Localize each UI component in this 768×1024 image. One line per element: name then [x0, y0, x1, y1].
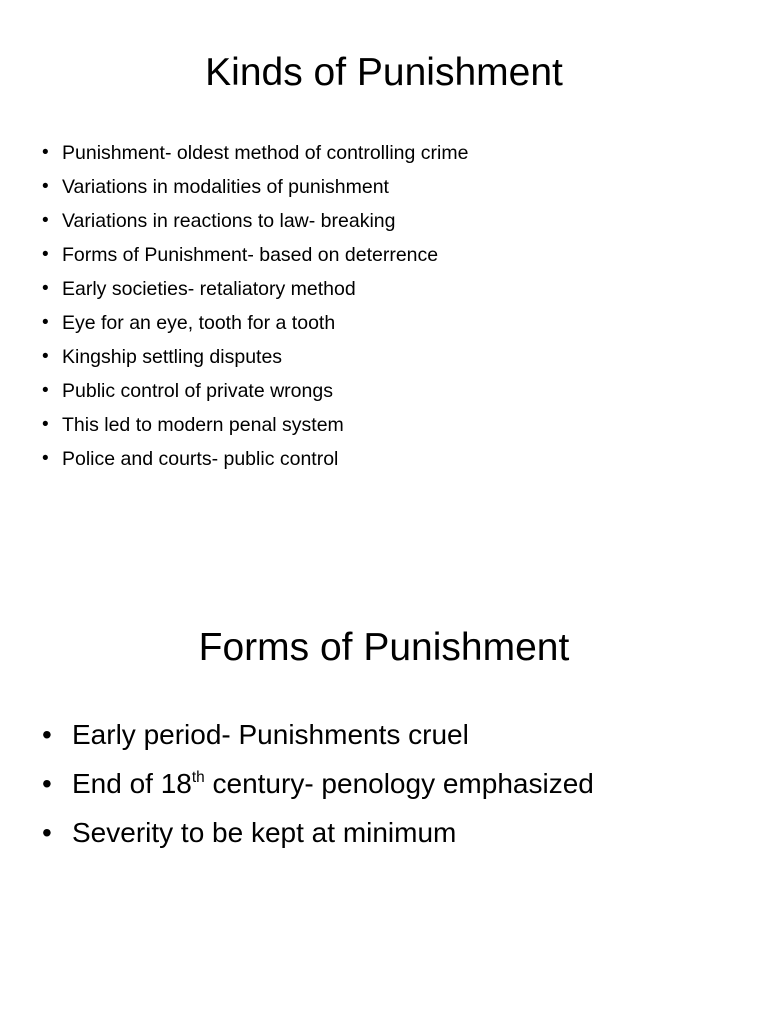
list-item — [42, 808, 742, 857]
list-item — [42, 408, 742, 442]
list-item — [42, 136, 742, 170]
bullet-icon: • — [42, 719, 52, 750]
bullet-icon: • — [42, 414, 49, 435]
bullet-icon: • — [42, 278, 49, 299]
list-item — [42, 374, 742, 408]
list-item — [42, 238, 742, 272]
bullet-icon: • — [42, 768, 52, 799]
bullet-text: Variations in modalities of punishment — [62, 176, 389, 198]
bullet-icon: • — [42, 448, 49, 469]
bullet-text: Early societies- retaliatory method — [62, 278, 356, 300]
bullet-text: Severity to be kept at minimum — [72, 817, 457, 848]
list-item — [42, 340, 742, 374]
bullet-text: Early period- Punishments cruel — [72, 719, 469, 750]
slide-title: Kinds of Punishment — [205, 51, 563, 94]
bullet-text: Police and courts- public control — [62, 448, 339, 470]
bullet-icon: • — [42, 142, 49, 163]
bullet-icon: • — [42, 817, 52, 848]
bullet-text: Eye for an eye, tooth for a tooth — [62, 312, 336, 334]
list-item — [42, 710, 742, 759]
bullet-list — [42, 136, 742, 476]
bullet-icon: • — [42, 244, 49, 265]
list-item — [42, 759, 742, 808]
bullet-text: Kingship settling disputes — [62, 346, 283, 368]
bullet-icon: • — [42, 312, 49, 333]
list-item — [42, 272, 742, 306]
bullet-text: Punishment- oldest method of controlling crime — [62, 142, 469, 164]
ordinal-superscript: th — [191, 769, 205, 787]
bullet-list — [42, 710, 742, 857]
list-item — [42, 306, 742, 340]
slide-forms-of-punishment — [0, 512, 768, 1024]
bullet-icon: • — [42, 210, 49, 231]
bullet-icon: • — [42, 176, 49, 197]
list-item — [42, 442, 742, 476]
bullet-icon: • — [42, 380, 49, 401]
bullet-icon: • — [42, 346, 49, 367]
list-item — [42, 170, 742, 204]
bullet-text-before: End of 18 — [72, 768, 192, 799]
bullet-text — [72, 768, 594, 799]
bullet-text: Forms of Punishment- based on deterrence — [62, 244, 439, 266]
list-item — [42, 204, 742, 238]
slide-title: Forms of Punishment — [198, 626, 570, 669]
bullet-text: Public control of private wrongs — [62, 380, 333, 402]
bullet-text: This led to modern penal system — [62, 414, 344, 436]
bullet-text: Variations in reactions to law- breaking — [62, 210, 396, 232]
bullet-text-after: century- penology emphasized — [204, 768, 594, 799]
